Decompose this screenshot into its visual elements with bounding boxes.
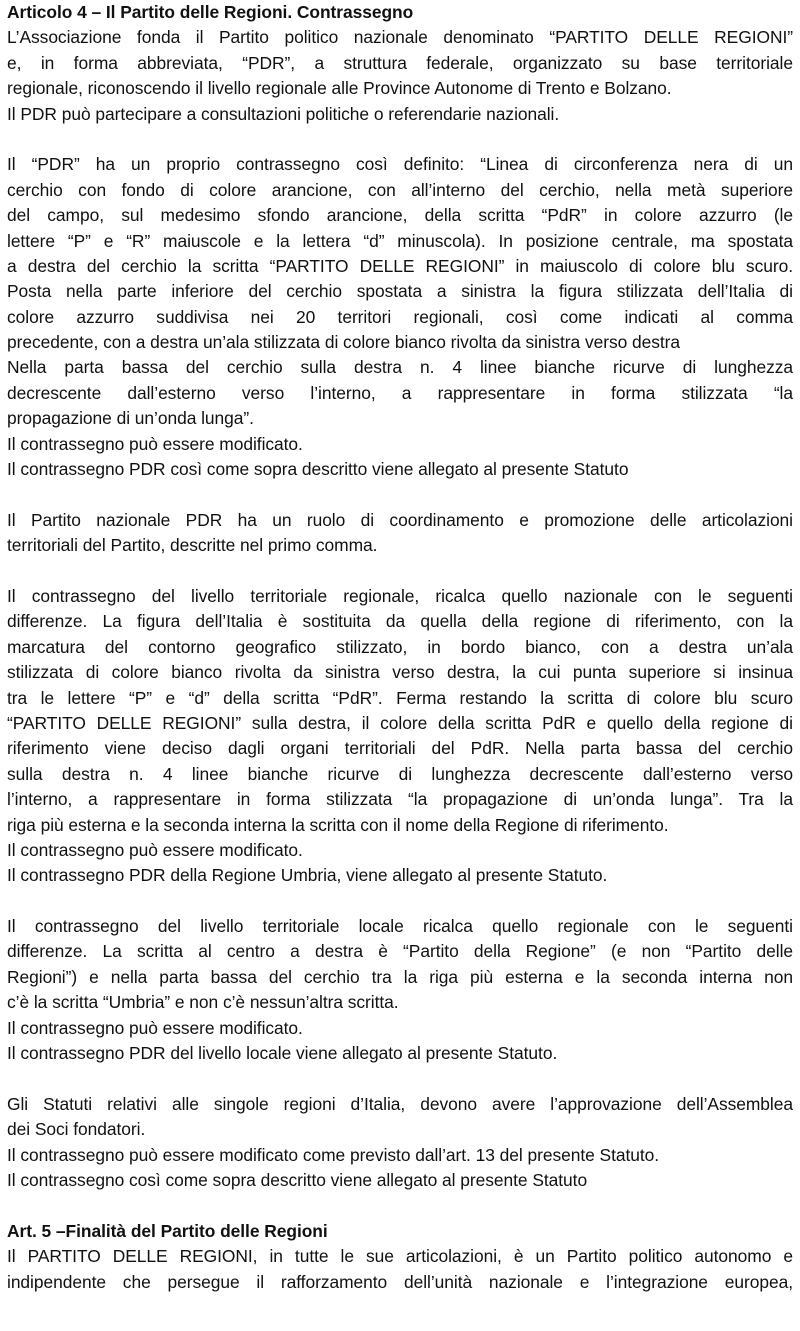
text-line: indipendente che persegue il rafforzamento dell’unità nazionale e l’integrazione europea, xyxy=(7,1271,793,1292)
text-line: Il contrassegno del livello territoriale regionale, ricalca quello nazionale con le seguenti xyxy=(7,585,793,606)
text-line: c’è la scritta “Umbria” e non c’è nessun’altra scritta. xyxy=(7,992,399,1013)
text-line: territoriali del Partito, descritte nel primo comma. xyxy=(7,535,378,556)
article-4-heading: Articolo 4 – Il Partito delle Regioni. Contrassegno xyxy=(7,2,414,22)
text-line: Il contrassegno può essere modificato. xyxy=(7,433,303,454)
paragraph-gap xyxy=(7,1066,793,1091)
article-4-body xyxy=(7,25,793,1193)
text-line: Il contrassegno PDR così come sopra descritto viene allegato al presente Statuto xyxy=(7,459,629,480)
text-line: L’Associazione fonda il Partito politico nazionale denominato “PARTITO DELLE REGIONI” xyxy=(7,27,793,48)
text-line: riga più esterna e la seconda interna la scritta con il nome della Regione di riferimento. xyxy=(7,814,669,835)
text-line: decrescente dall’esterno verso l’interno, a rappresentare in forma stilizzata “la xyxy=(7,382,793,403)
paragraph-gap xyxy=(7,889,793,914)
paragraph xyxy=(7,914,793,1066)
paragraph xyxy=(7,1092,793,1194)
text-line: differenze. La scritta al centro a destra è “Partito della Regione” (e non “Partito delle xyxy=(7,941,793,962)
text-line: Gli Statuti relativi alle singole regioni d’Italia, devono avere l’approvazione dell’Assemblea xyxy=(7,1093,793,1114)
paragraph xyxy=(7,152,793,482)
article-5 xyxy=(7,1219,793,1295)
text-line: e, in forma abbreviata, “PDR”, a struttura federale, organizzato su base territoriale xyxy=(7,52,793,73)
text-line: sulla destra n. 4 linee bianche ricurve di lunghezza decrescente dall’esterno verso xyxy=(7,763,793,784)
text-line: Il PARTITO DELLE REGIONI, in tutte le sue articolazioni, è un Partito politico autonomo e xyxy=(7,1246,793,1267)
paragraph-gap xyxy=(7,127,793,152)
paragraph xyxy=(7,25,793,127)
text-line: Il contrassegno può essere modificato come previsto dall’art. 13 del presente Statuto. xyxy=(7,1144,660,1165)
text-line: Il PDR può partecipare a consultazioni politiche o referendarie nazionali. xyxy=(7,103,560,124)
text-line: Nella parta bassa del cerchio sulla destra n. 4 linee bianche ricurve di lunghezza xyxy=(7,357,793,378)
text-line: del campo, sul medesimo sfondo arancione, della scritta “PdR” in colore azzurro (le xyxy=(7,205,793,226)
section-gap xyxy=(7,1193,793,1218)
text-line: Il Partito nazionale PDR ha un ruolo di coordinamento e promozione delle articolazioni xyxy=(7,509,793,530)
paragraph xyxy=(7,1244,793,1295)
paragraph xyxy=(7,508,793,559)
text-line: Il contrassegno del livello territoriale locale ricalca quello regionale con le seguenti xyxy=(7,916,793,937)
text-line: regionale, riconoscendo il livello regionale alle Province Autonome di Trento e Bolzano. xyxy=(7,78,672,99)
text-line: colore azzurro suddivisa nei 20 territori regionali, così come indicati al comma xyxy=(7,306,793,327)
text-line: lettere “P” e “R” maiuscole e la lettera “d” minuscola). In posizione centrale, ma spostata xyxy=(7,230,793,251)
text-line: l’interno, a rappresentare in forma stilizzata “la propagazione di un’onda lunga”. Tra la xyxy=(7,789,793,810)
article-5-body xyxy=(7,1244,793,1295)
text-line: Regioni”) e nella parta bassa del cerchio tra la riga più esterna e la seconda interna non xyxy=(7,966,793,987)
text-line: Posta nella parte inferiore del cerchio spostata a sinistra la figura stilizzata dell’Italia di xyxy=(7,281,793,302)
text-line: Il contrassegno così come sopra descritto viene allegato al presente Statuto xyxy=(7,1169,588,1190)
text-line: Il contrassegno PDR della Regione Umbria, viene allegato al presente Statuto. xyxy=(7,865,608,886)
text-line: Il contrassegno può essere modificato. xyxy=(7,839,303,860)
article-5-heading: Art. 5 –Finalità del Partito delle Regioni xyxy=(7,1220,328,1241)
text-line: Il “PDR” ha un proprio contrassegno così definito: “Linea di circonferenza nera di un xyxy=(7,154,793,175)
text-line: cerchio con fondo di colore arancione, con all’interno del cerchio, nella metà superiore xyxy=(7,179,793,200)
text-line: “PARTITO DELLE REGIONI” sulla destra, il colore della scritta PdR e quello della regione di xyxy=(7,712,793,733)
article-4 xyxy=(7,0,793,1193)
text-line: marcatura del contorno geografico stilizzato, in bordo bianco, con a destra un’ala xyxy=(7,636,793,657)
paragraph xyxy=(7,584,793,889)
text-line: a destra del cerchio la scritta “PARTITO DELLE REGIONI” in maiuscolo di colore blu scuro. xyxy=(7,255,793,276)
text-line: stilizzata di colore bianco rivolta da sinistra verso destra, la cui punta superiore si insinua xyxy=(7,662,793,683)
text-line: dei Soci fondatori. xyxy=(7,1119,146,1140)
text-line: riferimento viene deciso dagli organi territoriali del PdR. Nella parta bassa del cerchio xyxy=(7,738,793,759)
text-line: propagazione di un’onda lunga”. xyxy=(7,408,254,429)
text-line: Il contrassegno può essere modificato. xyxy=(7,1017,303,1038)
paragraph-gap xyxy=(7,559,793,584)
text-line: Il contrassegno PDR del livello locale viene allegato al presente Statuto. xyxy=(7,1043,558,1064)
text-line: precedente, con a destra un’ala stilizzata di colore bianco rivolta da sinistra verso destra xyxy=(7,332,681,353)
text-line: tra le lettere “P” e “d” della scritta “PdR”. Ferma restando la scritta di colore blu scuro xyxy=(7,687,793,708)
document-page xyxy=(7,0,793,1295)
paragraph-gap xyxy=(7,482,793,507)
text-line: differenze. La figura dell’Italia è sostituita da quella della regione di riferimento, con la xyxy=(7,611,793,632)
